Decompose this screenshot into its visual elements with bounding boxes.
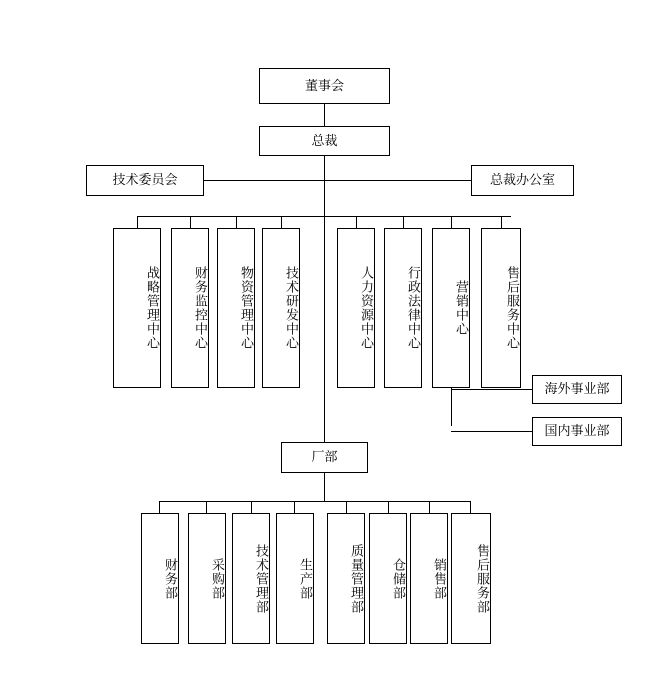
connector-drop-f-techmgmt [251, 501, 252, 513]
node-president[interactable]: 总裁 [259, 126, 390, 156]
node-finance-control-center[interactable]: 财务监控中心 [171, 228, 209, 388]
connector-factory-bar [324, 473, 325, 501]
connector-president-spine [324, 156, 325, 216]
connector-drop-materials [236, 216, 237, 228]
node-factory-sales[interactable]: 销售部 [410, 513, 448, 644]
connector-marketing-divisions-vertical [451, 388, 452, 426]
node-rnd-center[interactable]: 技术研发中心 [262, 228, 300, 388]
connector-drop-f-warehouse [388, 501, 389, 513]
node-board[interactable]: 董事会 [259, 68, 390, 104]
connector-drop-f-production [294, 501, 295, 513]
node-overseas-division[interactable]: 海外事业部 [532, 375, 622, 404]
connector-drop-f-quality [346, 501, 347, 513]
connector-drop-f-aftersales [470, 501, 471, 513]
connector-drop-f-finance [159, 501, 160, 513]
node-materials-center[interactable]: 物资管理中心 [217, 228, 255, 388]
connector-drop-admin [403, 216, 404, 228]
node-factory[interactable]: 厂部 [281, 442, 368, 473]
connector-drop-f-sales [429, 501, 430, 513]
connector-drop-strategy [137, 216, 138, 228]
connector-board-president [324, 104, 325, 126]
connector-drop-rnd [281, 216, 282, 228]
connector-drop-f-purchase [206, 501, 207, 513]
node-president-office[interactable]: 总裁办公室 [471, 165, 574, 196]
node-factory-quality[interactable]: 质量管理部 [327, 513, 365, 644]
connector-domestic-division [451, 431, 532, 432]
connector-drop-aftersales [501, 216, 502, 228]
node-aftersales-center[interactable]: 售后服务中心 [481, 228, 521, 388]
node-strategy-center[interactable]: 战略管理中心 [113, 228, 161, 388]
node-domestic-division[interactable]: 国内事业部 [532, 417, 622, 446]
connector-drop-finance [190, 216, 191, 228]
node-factory-aftersales[interactable]: 售后服务部 [451, 513, 491, 644]
node-tech-committee[interactable]: 技术委员会 [86, 165, 204, 196]
connector-spine-factory [324, 216, 325, 442]
node-factory-purchase[interactable]: 采购部 [188, 513, 226, 644]
node-factory-production[interactable]: 生产部 [276, 513, 314, 644]
node-hr-center[interactable]: 人力资源中心 [337, 228, 375, 388]
node-marketing-center[interactable]: 营销中心 [432, 228, 470, 388]
node-admin-legal-center[interactable]: 行政法律中心 [384, 228, 422, 388]
node-factory-finance[interactable]: 财务部 [141, 513, 179, 644]
node-factory-tech-mgmt[interactable]: 技术管理部 [232, 513, 270, 644]
node-factory-warehouse[interactable]: 仓储部 [369, 513, 407, 644]
connector-drop-hr [356, 216, 357, 228]
connector-overseas-division [451, 389, 532, 390]
connector-drop-marketing [451, 216, 452, 228]
